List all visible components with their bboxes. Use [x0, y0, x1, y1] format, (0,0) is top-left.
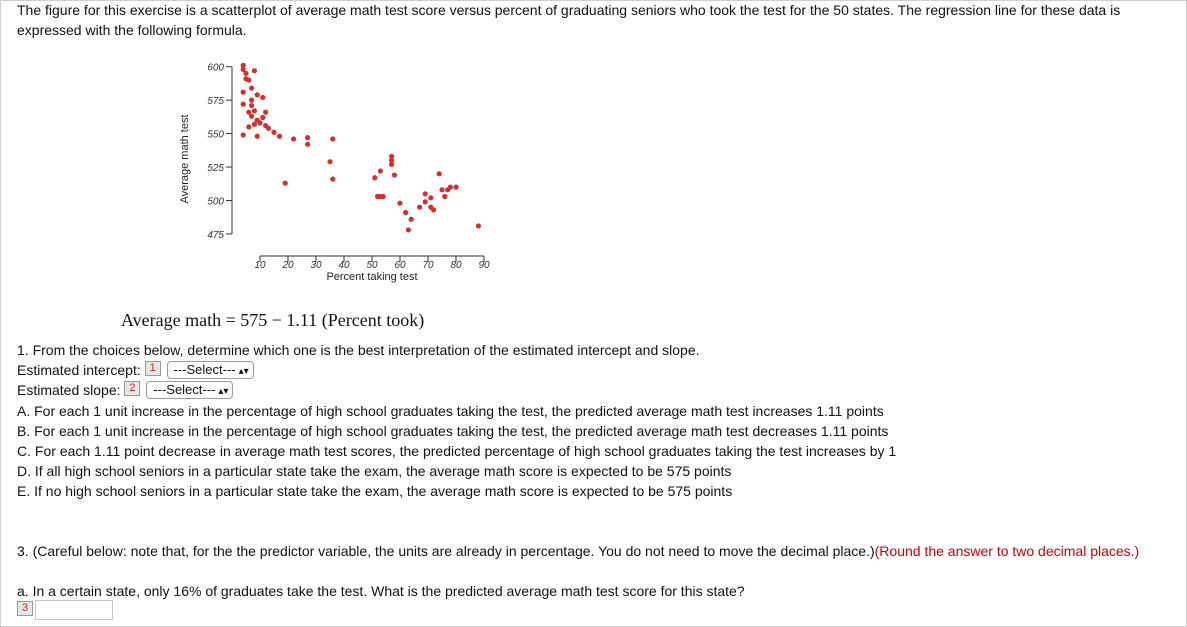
x-tick-label: 50 [366, 260, 378, 271]
data-point [378, 168, 383, 173]
data-point [291, 136, 296, 141]
q3-rounding-note: (Round the answer to two decimal places.) [874, 543, 1140, 559]
select-arrows-icon: ▴▾ [218, 386, 229, 397]
data-point [437, 171, 442, 176]
data-point [277, 134, 282, 139]
y-tick-label: 475 [207, 229, 224, 241]
data-point [266, 126, 271, 131]
y-tick-label: 600 [207, 62, 224, 74]
data-point [442, 194, 447, 199]
intercept-select[interactable] [167, 361, 254, 379]
intercept-select-value: ---Select--- [173, 362, 236, 377]
x-tick-label: 80 [450, 260, 462, 271]
data-point [263, 110, 268, 115]
data-point [327, 159, 332, 164]
data-point [241, 90, 246, 95]
regression-formula [121, 310, 424, 331]
data-point [330, 136, 335, 141]
y-axis-label: Average math test [179, 114, 191, 204]
data-point [271, 130, 276, 135]
formula-eq: = 575 − 1.11 [221, 310, 322, 330]
slope-label: Estimated slope: [17, 382, 121, 398]
slope-row [17, 380, 233, 400]
data-point [403, 210, 408, 215]
slope-select[interactable] [146, 381, 233, 399]
data-point [249, 103, 254, 108]
data-point [431, 207, 436, 212]
data-point [241, 132, 246, 137]
slope-select-value: ---Select--- [153, 382, 216, 397]
y-tick-label: 525 [207, 163, 224, 175]
data-point [249, 98, 254, 103]
answer-badge: 3 [17, 601, 33, 616]
data-point [252, 108, 257, 113]
data-point [423, 191, 428, 196]
x-tick-label: 90 [478, 260, 490, 271]
x-tick-label: 70 [422, 260, 434, 271]
data-point [417, 205, 422, 210]
q1-prompt: 1. From the choices below, determine which one is the best interpretation of the estimated intercept and slope. [17, 342, 700, 358]
data-point [257, 120, 262, 125]
data-point [389, 154, 394, 159]
y-tick-label: 575 [207, 96, 224, 108]
q3-prompt-text: 3. (Careful below: note that, for the the predictor variable, the units are already in percentage. You do not need to move the decimal place.) [17, 543, 875, 559]
data-point [428, 195, 433, 200]
data-point [260, 115, 265, 120]
data-point [246, 124, 251, 129]
data-point [392, 172, 397, 177]
q3-prompt [17, 541, 1172, 561]
data-point [249, 85, 254, 90]
data-point [423, 199, 428, 204]
formula-lhs: Average math [121, 310, 222, 330]
data-point [246, 77, 251, 82]
data-point [397, 201, 402, 206]
option-e: E. If no high school seniors in a particular state take the exam, the average math score is expected to be 575 points [17, 483, 733, 499]
option-a: A. For each 1 unit increase in the percentage of high school graduates taking the test, the predicted average math test increases 1.11 points [17, 403, 884, 419]
select-arrows-icon: ▴▾ [238, 366, 249, 377]
data-point [406, 227, 411, 232]
data-point [249, 114, 254, 119]
option-b: B. For each 1 unit increase in the percentage of high school graduates taking the test, the predicted average math test decreases 1.11 points [17, 423, 889, 439]
data-point [305, 142, 310, 147]
data-point [283, 180, 288, 185]
data-point [330, 176, 335, 181]
slope-badge: 2 [124, 381, 140, 396]
y-tick-label: 550 [207, 129, 224, 141]
data-point [252, 68, 257, 73]
x-tick-label: 10 [254, 260, 266, 271]
data-point [476, 223, 481, 228]
data-point [260, 95, 265, 100]
data-point [448, 185, 453, 190]
intercept-badge: 1 [145, 361, 161, 376]
x-axis-label: Percent taking test [326, 271, 418, 283]
intercept-row [17, 360, 254, 380]
data-point [252, 122, 257, 127]
data-point [409, 217, 414, 222]
option-c: C. For each 1.11 point decrease in average math test scores, the predicted percentage of high school graduates taking the test increases by 1 [17, 443, 897, 459]
scatterplot [170, 52, 520, 287]
intercept-label: Estimated intercept: [17, 362, 141, 378]
q3-part-a: a. In a certain state, only 16% of graduates take the test. What is the predicted average math test score for this state? [17, 583, 745, 599]
x-tick-label: 30 [310, 260, 322, 271]
answer-input[interactable] [35, 600, 113, 620]
data-point [255, 134, 260, 139]
formula-rhs: (Percent took) [321, 310, 425, 330]
intro-text: The figure for this exercise is a scatterplot of average math test score versus percent of graduating seniors who took the test for the 50 states. The regression line for these data is expressed with the following formula. [17, 2, 1121, 38]
data-point [243, 71, 248, 76]
data-point [305, 135, 310, 140]
data-point [439, 187, 444, 192]
x-tick-label: 60 [394, 260, 406, 271]
x-tick-label: 20 [282, 260, 294, 271]
y-tick-label: 500 [207, 196, 224, 208]
x-tick-label: 40 [338, 260, 350, 271]
data-point [241, 102, 246, 107]
data-point [381, 194, 386, 199]
data-point [255, 92, 260, 97]
data-point [372, 175, 377, 180]
data-point [453, 185, 458, 190]
option-d: D. If all high school seniors in a particular state take the exam, the average math score is expected to be 575 points [17, 463, 732, 479]
